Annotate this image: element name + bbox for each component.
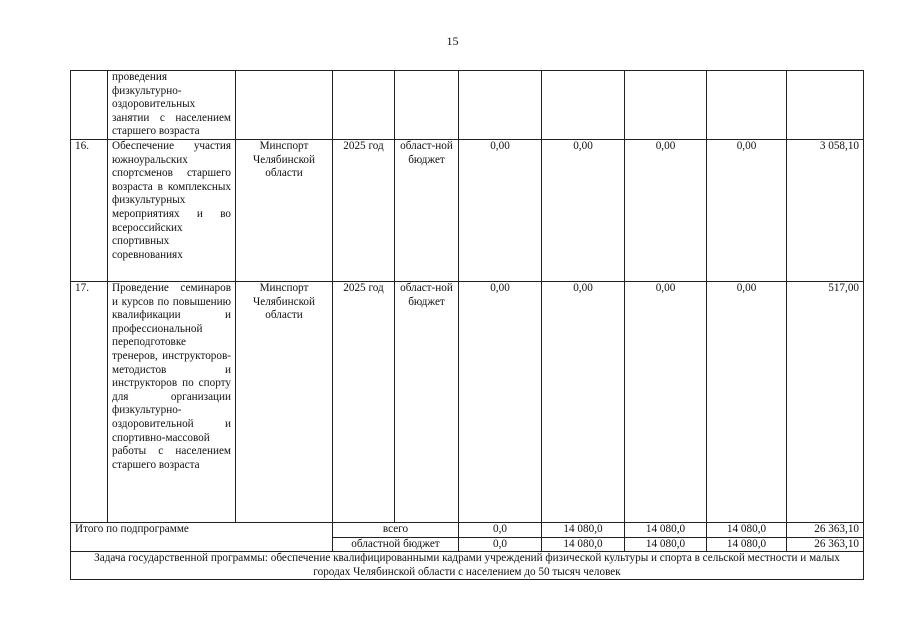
totals-row xyxy=(71,523,864,538)
cell-period: 2025 год xyxy=(333,140,395,282)
cell-value: 0,00 xyxy=(707,140,787,282)
totals-value: 14 080,0 xyxy=(542,537,625,552)
totals-value: 14 080,0 xyxy=(707,537,787,552)
cell-name: проведения физкультурно-оздоровительных занятии с населением старшего возраста xyxy=(108,71,236,140)
cell-executor: Минспорт Челябинской области xyxy=(236,282,333,523)
cell-name: Обеспечение участия южноуральских спортсменов старшего возраста в комплексных физкультурных мероприятиях и во всероссийских спортивных соревнованиях xyxy=(108,140,236,282)
cell-value: 0,00 xyxy=(625,282,707,523)
totals-value: 26 363,10 xyxy=(787,523,864,538)
cell-period: 2025 год xyxy=(333,282,395,523)
task-row xyxy=(71,552,864,580)
cell-value: 3 058,10 xyxy=(787,140,864,282)
totals-source: всего xyxy=(333,523,459,538)
totals-value: 26 363,10 xyxy=(787,537,864,552)
cell-value: 0,00 xyxy=(707,282,787,523)
task-text: Задача государственной программы: обеспечение квалифицированными кадрами учреждений физической культуры и спорта в сельской местности и малых городах Челябинской области с населением до 50 тысяч человек xyxy=(71,552,864,580)
totals-source: областной бюджет xyxy=(333,537,459,552)
cell-value: 0,00 xyxy=(459,140,542,282)
cell-value: 0,00 xyxy=(542,282,625,523)
totals-value: 0,0 xyxy=(459,523,542,538)
cell-value: 0,00 xyxy=(625,140,707,282)
cell-source: област-ной бюджет xyxy=(395,140,459,282)
totals-value: 0,0 xyxy=(459,537,542,552)
cell-executor: Минспорт Челябинской области xyxy=(236,140,333,282)
table-row xyxy=(71,140,864,282)
cell-name: Проведение семинаров и курсов по повышению квалификации и профессиональной переподготовке тренеров, инструкторов-методистов и инструкторов по спорту для организации физкультурно-оздоровительной и спортивно-массовой работы с населением старшего возраста xyxy=(108,282,236,523)
table-row xyxy=(71,282,864,523)
totals-value: 14 080,0 xyxy=(542,523,625,538)
totals-value: 14 080,0 xyxy=(625,537,707,552)
cell-num: 17. xyxy=(71,282,108,523)
totals-value: 14 080,0 xyxy=(707,523,787,538)
budget-table xyxy=(70,70,864,580)
cell-value: 0,00 xyxy=(459,282,542,523)
totals-label: Итого по подпрограмме xyxy=(71,523,333,552)
cell-value: 0,00 xyxy=(542,140,625,282)
cell-num: 16. xyxy=(71,140,108,282)
table-row-continuation xyxy=(71,71,864,140)
totals-value: 14 080,0 xyxy=(625,523,707,538)
cell-source: област-ной бюджет xyxy=(395,282,459,523)
page-number: 15 xyxy=(446,34,459,48)
cell-value: 517,00 xyxy=(787,282,864,523)
